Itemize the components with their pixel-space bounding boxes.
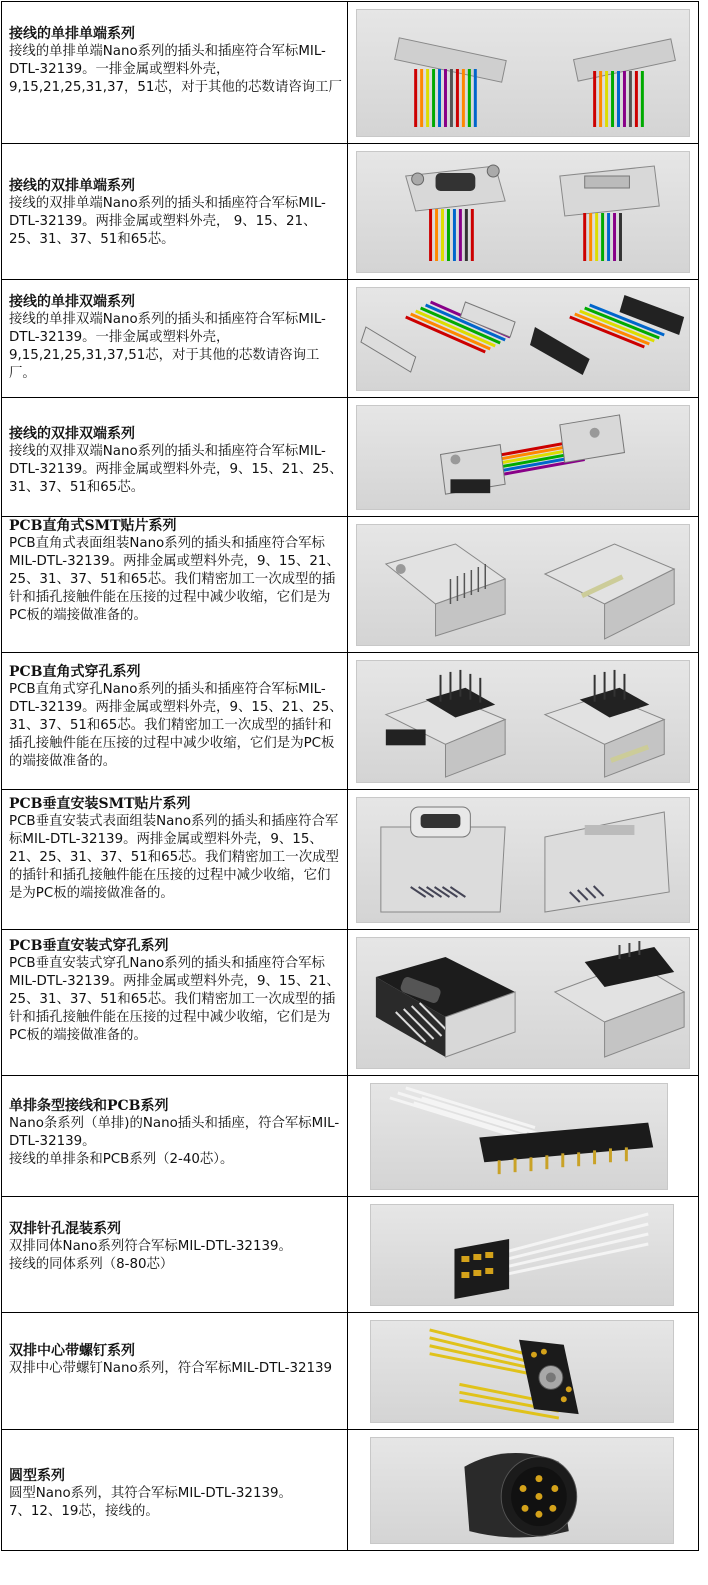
series-image-cell: [347, 398, 698, 517]
series-image-cell: [347, 1430, 698, 1551]
series-title: PCB直角式SMT贴片系列: [9, 518, 177, 534]
series-row: [2, 2, 699, 144]
product-image: [356, 524, 690, 646]
series-title: 接线的双排单端系列: [9, 178, 135, 194]
series-image-cell: [347, 144, 698, 280]
series-image-cell: [347, 1076, 698, 1197]
series-title: PCB垂直安装SMT贴片系列: [9, 796, 191, 812]
series-image-cell: [347, 517, 698, 653]
series-row: [2, 653, 699, 790]
series-description: 双排中心带螺钉Nano系列，符合军标MIL-DTL-32139: [9, 1361, 333, 1376]
series-text-cell: [2, 144, 348, 280]
series-row: [2, 930, 699, 1076]
product-image: [370, 1083, 668, 1190]
series-text-cell: [2, 1313, 348, 1430]
series-text-cell: [2, 517, 348, 653]
series-description: PCB直角式穿孔Nano系列的插头和插座符合军标MIL-DTL-32139。两排金属或塑料外壳，9、15、21、25、31、37、51和65芯。我们精密加工一次成型的插针和插孔接触件能在压接的过程中减少收缩，它们是为PC板的端接做准备的。: [9, 682, 343, 769]
series-text-cell: [2, 280, 348, 398]
series-image-cell: [347, 653, 698, 790]
series-title: 单排条型接线和PCB系列: [9, 1098, 169, 1114]
series-image-cell: [347, 930, 698, 1076]
series-image-cell: [347, 2, 698, 144]
series-image-cell: [347, 1313, 698, 1430]
series-title: 双排针孔混装系列: [9, 1221, 121, 1237]
series-text-cell: [2, 790, 348, 930]
series-row: [2, 144, 699, 280]
series-row: [2, 398, 699, 517]
product-image: [356, 9, 690, 137]
series-image-cell: [347, 1197, 698, 1313]
product-image: [356, 405, 690, 510]
series-text-cell: [2, 1076, 348, 1197]
series-description: PCB垂直安装式穿孔Nano系列的插头和插座符合军标MIL-DTL-32139。两排金属或塑料外壳，9、15、21、25、31、37、51和65芯。我们精密加工一次成型的插针和插孔接触件能在压接的过程中减少收缩，它们是为PC板的端接做准备的。: [9, 956, 340, 1043]
series-text-cell: [2, 1430, 348, 1551]
series-title: 接线的单排双端系列: [9, 294, 135, 310]
series-row: [2, 790, 699, 930]
series-description: 接线的双排双端Nano系列的插头和插座符合军标MIL-DTL-32139。两排金属或塑料外壳，9、15、21、25、31、37、51和65芯。: [9, 444, 343, 495]
series-title: 接线的双排双端系列: [9, 426, 135, 442]
series-row: [2, 280, 699, 398]
product-image: [370, 1437, 674, 1544]
series-text-cell: [2, 398, 348, 517]
series-description: 接线的双排单端Nano系列的插头和插座符合军标MIL-DTL-32139。两排金属或塑料外壳， 9、15、21、25、31、37、51和65芯。: [9, 196, 326, 247]
series-description: PCB垂直安装式表面组装Nano系列的插头和插座符合军标MIL-DTL-32139。两排金属或塑料外壳，9、15、21、25、31、37、51和65芯。我们精密加工一次成型的插针和插孔接触件能在压接的过程中减少收缩，它们是为PC板的端接做准备的。: [9, 814, 339, 901]
series-description: 双排同体Nano系列符合军标MIL-DTL-32139。 接线的同体系列（8-80芯）: [9, 1239, 292, 1272]
series-title: PCB直角式穿孔系列: [9, 664, 141, 680]
series-description: 接线的单排单端Nano系列的插头和插座符合军标MIL-DTL-32139。一排金属或塑料外壳，9,15,21,25,31,37，51芯，对于其他的芯数请咨询工厂: [9, 44, 342, 95]
product-image: [370, 1204, 674, 1306]
series-image-cell: [347, 790, 698, 930]
product-image: [356, 287, 690, 391]
product-image: [356, 151, 690, 273]
series-row: [2, 1430, 699, 1551]
series-row: [2, 517, 699, 653]
product-image: [356, 937, 690, 1069]
series-description: 接线的单排双端Nano系列的插头和插座符合军标MIL-DTL-32139。一排金属或塑料外壳，9,15,21,25,31,37,51芯，对于其他的芯数请咨询工厂。: [9, 312, 326, 381]
series-description: 圆型Nano系列，其符合军标MIL-DTL-32139。 7、12、19芯，接线的。: [9, 1486, 292, 1519]
product-series-table: [1, 1, 699, 1551]
product-image: [356, 660, 690, 783]
series-text-cell: [2, 1197, 348, 1313]
series-text-cell: [2, 653, 348, 790]
series-image-cell: [347, 280, 698, 398]
series-title: PCB垂直安装式穿孔系列: [9, 938, 169, 954]
series-title: 接线的单排单端系列: [9, 26, 135, 42]
series-text-cell: [2, 2, 348, 144]
series-row: [2, 1076, 699, 1197]
series-row: [2, 1197, 699, 1313]
series-title: 双排中心带螺钉系列: [9, 1343, 135, 1359]
series-text-cell: [2, 930, 348, 1076]
series-row: [2, 1313, 699, 1430]
product-image: [370, 1320, 674, 1423]
series-description: Nano条系列（单排)的Nano插头和插座，符合军标MIL-DTL-32139。 接线的单排条和PCB系列（2-40芯）。: [9, 1116, 340, 1167]
series-title: 圆型系列: [9, 1468, 65, 1484]
series-description: PCB直角式表面组装Nano系列的插头和插座符合军标MIL-DTL-32139。两排金属或塑料外壳，9、15、21、25、31、37、51和65芯。我们精密加工一次成型的插针和插孔接触件能在压接的过程中减少收缩，它们是为PC板的端接做准备的。: [9, 536, 340, 623]
product-image: [356, 797, 690, 923]
